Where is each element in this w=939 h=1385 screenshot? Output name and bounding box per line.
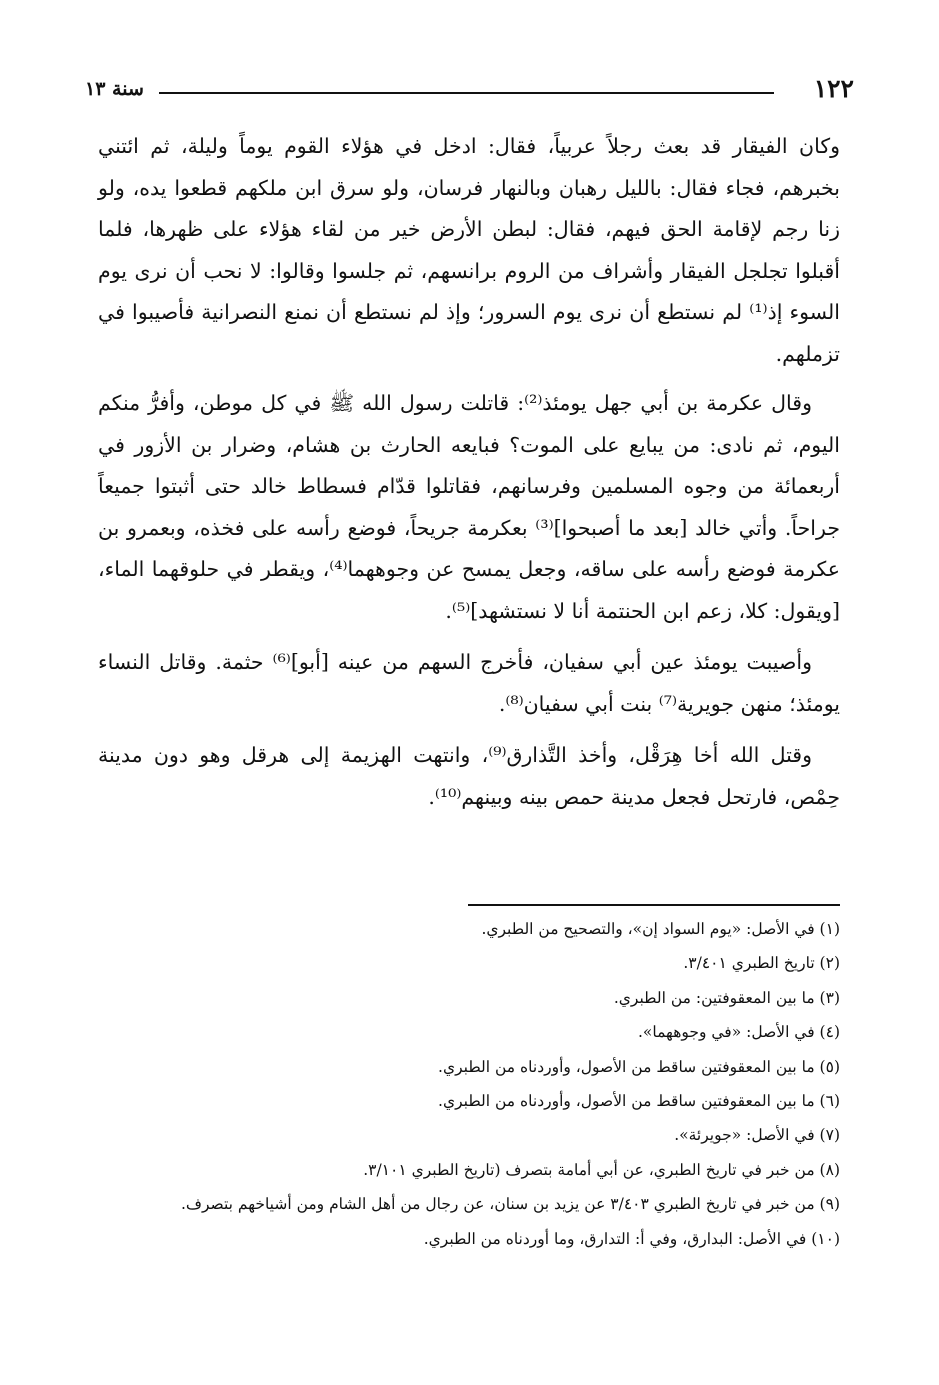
running-head: سنة ١٣ xyxy=(85,78,144,100)
footnote-3: (٣) ما بين المعقوفتين: من الطبري. xyxy=(613,988,840,1007)
paragraph-4: وقتل الله أخا هِرَقْل، وأخذ التَّذارق⁽⁹⁾، وانتهت الهزيمة إلى هرقل وهو دون مدينة حِمْص، فارتحل فجعل مدينة حمص بينه وبينهم⁽¹⁰⁾. xyxy=(98,743,840,809)
footnotes-rule xyxy=(468,904,840,906)
paragraph-1: وكان الفيقار قد بعث رجلاً عربياً، فقال: ادخل في هؤلاء القوم يوماً وليلة، ثم ائتني بخبرهم، فجاء فقال: بالليل رهبان وبالنهار فرسان، ولو سرق ابن ملكهم قطعوا يده، ولو زنا رجم لإقامة الحق فيهم، فقال: لبطن الأرض خير من لقاء هؤلاء على ظهرها، فلما أقبلوا تجلجل الفيقار وأشراف من الروم برانسهم، ثم جلسوا وقالوا: لا نحب أن نرى يوم السوء إذ⁽¹⁾ لم نستطع أن نرى يوم السرور؛ وإذ لم نستطع أن نمنع النصرانية فأصيبوا في تزملهم. xyxy=(98,134,840,366)
footnote-1: (١) في الأصل: «يوم السواد إن»، والتصحيح من الطبري. xyxy=(481,920,840,938)
footnote-5: (٥) ما بين المعقوفتين ساقط من الأصول، وأوردناه من الطبري. xyxy=(438,1057,840,1076)
footnote-10: (١٠) في الأصل: البدارق، وفي أ: التدارق، وما أوردناه من الطبري. xyxy=(423,1229,840,1248)
footnote-9: (٩) من خبر في تاريخ الطبري ٣/٤٠٣ عن يزيد بن سنان، عن رجال من أهل الشام ومن أشياخهم بتصرف. xyxy=(181,1195,840,1214)
footnote-4: (٤) في الأصل: «في وجوههما». xyxy=(637,1023,840,1042)
paragraph-3: وأصيبت يومئذ عين أبي سفيان، فأخرج السهم من عينه [أبو]⁽⁶⁾ حثمة. وقاتل النساء يومئذ؛ منهن جويرية⁽⁷⁾ بنت أبي سفيان⁽⁸⁾. xyxy=(98,650,840,716)
paragraph-2: وقال عكرمة بن أبي جهل يومئذ⁽²⁾: قاتلت رسول الله ﷺ في كل موطن، وأفرُّ منكم اليوم، ثم نادى: من يبايع على الموت؟ فبايعه الحارث بن هشام، وضرار بن الأزور في أربعمائة من وجوه المسلمين وفرسانهم، فقاتلوا قدّام فسطاط خالد حتى أثبتوا جميعاً جراحاً. وأتي خالد [بعد ما أصبحوا]⁽³⁾ بعكرمة جريحاً، فوضع رأسه على فخذه، وبعمرو بن عكرمة فوضع رأسه على ساقه، وجعل يمسح عن وجوههما⁽⁴⁾، ويقطر في حلوقهما الماء، [ويقول: كلا، زعم ابن الحنتمة أنا لا نستشهد]⁽⁵⁾. xyxy=(98,391,840,623)
page-number: ١٢٢ xyxy=(813,74,854,103)
footnote-8: (٨) من خبر في تاريخ الطبري، عن أبي أمامة بتصرف (تاريخ الطبري ٣/١٠١. xyxy=(363,1160,840,1179)
footnote-7: (٧) في الأصل: «جويرئة». xyxy=(674,1126,840,1145)
header-rule xyxy=(159,92,774,94)
footnote-6: (٦) ما بين المعقوفتين ساقط من الأصول، وأوردناه من الطبري. xyxy=(438,1092,840,1111)
footnote-2: (٢) تاريخ الطبري ٣/٤٠١. xyxy=(683,954,840,973)
page-header xyxy=(85,72,854,106)
footnotes-list xyxy=(98,912,840,1256)
main-text xyxy=(98,126,840,818)
